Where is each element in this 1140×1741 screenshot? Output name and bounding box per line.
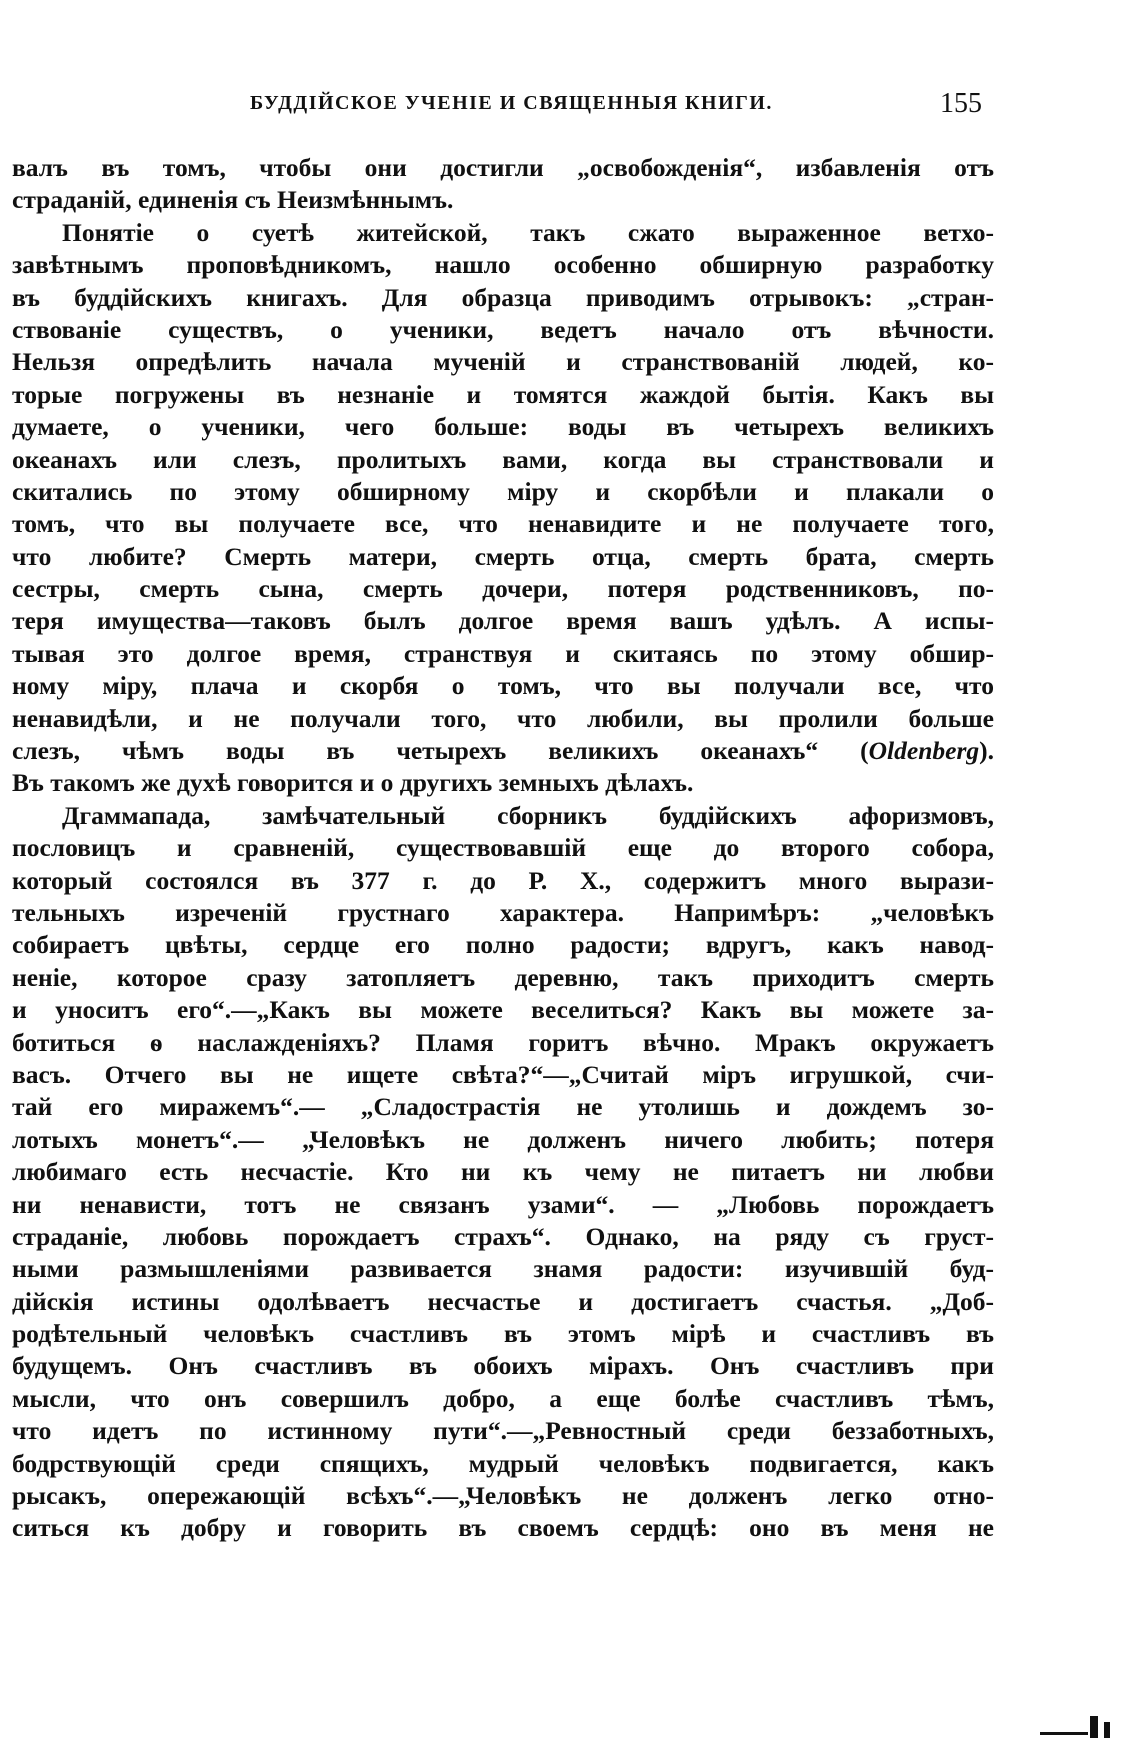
text-line: томъ, что вы получаете все, что ненавидите и не получаете того, xyxy=(12,509,994,539)
text-line: дійскія истины одолѣваетъ несчастье и достигаетъ счастья. „Доб- xyxy=(12,1286,994,1316)
running-head: БУДДІЙСКОЕ УЧЕНІЕ И СВЯЩЕННЫЯ КНИГИ. xyxy=(250,92,773,114)
text-line: страданій, единенія съ Неизмѣннымъ. xyxy=(12,185,454,215)
text-line: ными размышленіями развивается знамя радости: изучившій буд- xyxy=(12,1254,994,1284)
text-line: что идетъ по истинному пути“.—„Ревностный среди беззаботныхъ, xyxy=(12,1416,994,1446)
text-line: Въ такомъ же духѣ говорится и о другихъ земныхъ дѣлахъ. xyxy=(12,768,694,798)
text-line: бодрствующій среди спящихъ, мудрый человѣкъ подвигается, какъ xyxy=(12,1448,994,1478)
text-line: въ буддійскихъ книгахъ. Для образца приводимъ отрывокъ: „стран- xyxy=(12,282,994,312)
text-line: неніе, которое сразу затопляетъ деревню, такъ приходитъ смерть xyxy=(12,962,994,992)
text-line: ситься къ добру и говорить въ своемъ сердцѣ: оно въ меня не xyxy=(12,1513,994,1543)
text-line: будущемъ. Онъ счастливъ въ обоихъ мірахъ. Онъ счастливъ при xyxy=(12,1351,994,1381)
text-line: теря имущества—таковъ былъ долгое время вашъ удѣлъ. А испы- xyxy=(12,606,994,636)
text-line: и уноситъ его“.—„Какъ вы можете веселиться? Какъ вы можете за- xyxy=(12,995,994,1025)
text-line: лотыхъ монетъ“.— „Человѣкъ не долженъ ничего любить; потеря xyxy=(12,1124,994,1154)
text-line: тай его миражемъ“.— „Сладострастія не утолишь и дождемъ зо- xyxy=(12,1092,994,1122)
text-line: собираетъ цвѣты, сердце его полно радости; вдругъ, какъ навод- xyxy=(12,930,994,960)
cited-author: Oldenberg xyxy=(868,736,980,766)
text-line: думаете, о ученики, чего больше: воды въ четырехъ великихъ xyxy=(12,412,994,442)
text-line: мысли, что онъ совершилъ добро, а еще болѣе счастливъ тѣмъ, xyxy=(12,1383,994,1413)
text-line: ни ненависти, тотъ не связанъ узами“. — „Любовь порождаетъ xyxy=(12,1189,994,1219)
text-line: скитались по этому обширному міру и скорбѣли и плакали о xyxy=(12,476,994,506)
text-line: Понятіе о суетѣ житейской, такъ сжато выраженное ветхо- xyxy=(62,217,994,247)
text-line: слезъ, чѣмъ воды въ четырехъ великихъ океанахъ“ (Oldenberg). xyxy=(12,736,994,766)
text-line: который состоялся въ 377 г. до Р. Х., содержитъ много вырази- xyxy=(12,865,994,895)
text-line: ному міру, плача и скорбя о томъ, что вы получали все, что xyxy=(12,671,994,701)
page-number: 155 xyxy=(940,88,982,119)
text-line: рысакъ, опережающій всѣхъ“.—„Человѣкъ не долженъ легко отно- xyxy=(12,1481,994,1511)
scan-mark xyxy=(1040,1712,1120,1740)
text-line: ботиться ѳ наслажденіяхъ? Пламя горитъ вѣчно. Мракъ окружаетъ xyxy=(12,1027,994,1057)
text-line: Дгаммапада, замѣчательный сборникъ буддійскихъ афоризмовъ, xyxy=(62,800,994,830)
text-line: тывая это долгое время, странствуя и скитаясь по этому обшир- xyxy=(12,638,994,668)
text-line: васъ. Отчего вы не ищете свѣта?“—„Считай міръ игрушкой, счи- xyxy=(12,1059,994,1089)
text-line: сестры, смерть сына, смерть дочери, потеря родственниковъ, по- xyxy=(12,574,994,604)
page-header xyxy=(0,88,1140,128)
text-line: торые погружены въ незнаніе и томятся жаждой бытія. Какъ вы xyxy=(12,379,994,409)
text-line: тельныхъ изреченій грустнаго характера. Напримѣръ: „человѣкъ xyxy=(12,897,994,927)
text-line: Нельзя опредѣлить начала мученій и странствованій людей, ко- xyxy=(12,347,994,377)
text-line: ненавидѣли, и не получали того, что любили, вы пролили больше xyxy=(12,703,994,733)
text-line: что любите? Смерть матери, смерть отца, смерть брата, смерть xyxy=(12,541,994,571)
text-line: валъ въ томъ, чтобы они достигли „освобожденія“, избавленія отъ xyxy=(12,153,994,182)
text-line: океанахъ или слезъ, пролитыхъ вами, когда вы странствовали и xyxy=(12,444,994,474)
text-line: ствованіе существъ, о ученики, ведетъ начало отъ вѣчности. xyxy=(12,314,994,344)
body-text xyxy=(12,152,994,1545)
text-line: завѣтнымъ проповѣдникомъ, нашло особенно обширную разработку xyxy=(12,250,994,280)
text-line: страданіе, любовь порождаетъ страхъ“. Однако, на ряду съ груст- xyxy=(12,1221,994,1251)
text-line: родѣтельный человѣкъ счастливъ въ этомъ мірѣ и счастливъ въ xyxy=(12,1319,994,1349)
text-line: пословицъ и сравненій, существовавшій еще до второго собора, xyxy=(12,833,994,863)
text-line: любимаго есть несчастіе. Кто ни къ чему не питаетъ ни любви xyxy=(12,1157,994,1187)
